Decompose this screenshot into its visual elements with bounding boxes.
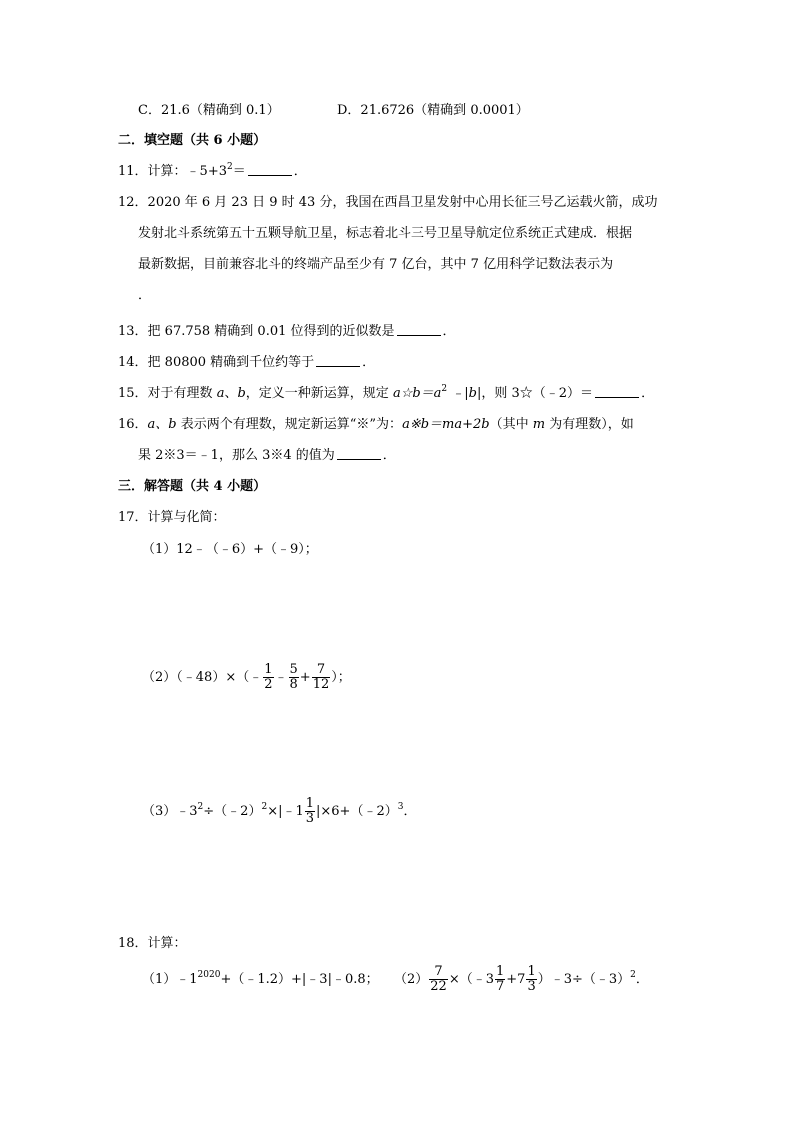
frac-numerator: 1 xyxy=(496,964,505,979)
q17-part3-mid3: |×6+（﹣2） xyxy=(316,804,398,819)
q17-part3-pre: （3）﹣3 xyxy=(142,804,198,819)
frac-denominator: 8 xyxy=(289,677,298,692)
q11-end: ． xyxy=(293,164,307,179)
q17-part2-pre: （2）（﹣48）×（﹣ xyxy=(142,670,263,685)
q18-part1-exp: 2020 xyxy=(197,970,221,980)
q14-end: ． xyxy=(362,355,376,370)
q17-part1: （1）12﹣（﹣6）+（﹣9）； xyxy=(142,542,318,557)
q16-number: 16． xyxy=(118,417,148,432)
frac-numerator: 7 xyxy=(312,663,331,678)
q16-vars: a、b xyxy=(147,417,177,432)
q16-definition: a※b＝ma+2b xyxy=(402,417,490,432)
frac-denominator: 22 xyxy=(430,979,447,994)
q14 xyxy=(118,353,375,373)
q11-text: 11．计算：﹣5+3 xyxy=(118,164,227,179)
q16-answer-blank[interactable] xyxy=(337,447,381,460)
q18-part1 xyxy=(142,962,379,998)
frac-denominator: 3 xyxy=(305,811,315,826)
q16-text: 表示两个有理数，规定新运算“※”为： xyxy=(176,417,403,432)
q17-part2-frac2 xyxy=(289,663,299,692)
q18-part2-mid2: +7 xyxy=(506,972,526,987)
q15-definition-tail: ﹣|b| xyxy=(447,386,482,401)
q17-part3-exp3: 3 xyxy=(397,802,404,812)
q16-question: 果 2※3＝﹣1，那么 3※4 的值为 xyxy=(138,448,335,463)
q17-title: 17．计算与化简： xyxy=(118,510,226,525)
q18-part1-post: +（﹣1.2）+|﹣3|﹣0.8； xyxy=(220,972,379,987)
q15-mid: ，定义一种新运算，规定 xyxy=(245,386,393,401)
q12-line2: 发射北斗系统第五十五颗导航卫星，标志着北斗三号卫星导航定位系统正式建成．根据 xyxy=(138,226,633,241)
q18-part2-mid: ×（﹣3 xyxy=(448,972,494,987)
q17-part3-exp2: 2 xyxy=(261,802,268,812)
q12-line3: 最新数据，目前兼容北斗的终端产品至少有 7 亿台，其中 7 亿用科学记数法表示为 xyxy=(138,257,614,272)
q18-part1-pre: （1）﹣1 xyxy=(142,972,198,987)
q17-part3-frac xyxy=(305,797,315,826)
q18-title: 18．计算： xyxy=(118,936,187,951)
q17-part3-mid2: ×|﹣1 xyxy=(267,804,304,819)
q11-equals: ＝ xyxy=(232,164,246,179)
q17-part2-op1: ﹣ xyxy=(274,670,288,685)
q18-part2-frac1 xyxy=(429,965,448,994)
q18-part2-exp: 2 xyxy=(630,970,636,980)
q17-part2-post: ）； xyxy=(331,670,351,685)
q17-part3-exp1: 2 xyxy=(197,802,204,812)
q16-note-close: 为有理数），如 xyxy=(545,417,634,432)
frac-denominator: 3 xyxy=(527,979,536,994)
frac-numerator: 7 xyxy=(429,965,448,980)
q18-part2-frac3 xyxy=(526,965,536,994)
q13-text: 13．把 67.758 精确到 0.01 位得到的近似数是 xyxy=(118,324,395,339)
frac-denominator: 2 xyxy=(264,677,273,692)
q17-part2-frac1 xyxy=(263,663,273,692)
q12-line4: ． xyxy=(138,288,152,303)
q17-part3-post: ． xyxy=(403,804,417,819)
q11-answer-blank[interactable] xyxy=(248,163,292,176)
frac-numerator: 1 xyxy=(305,796,315,811)
q18-part2 xyxy=(394,962,649,998)
q17-part2-frac3 xyxy=(312,663,331,692)
q13-end: ． xyxy=(442,324,456,339)
q15-definition: a☆b＝a xyxy=(392,386,442,401)
q17-part3 xyxy=(142,794,416,830)
frac-numerator: 1 xyxy=(527,964,536,979)
q15-exponent: 2 xyxy=(441,384,448,394)
q15-sep: 、 xyxy=(224,386,238,401)
q10-option-c: C．21.6（精确到 0.1） xyxy=(138,103,280,118)
q15-answer-blank[interactable] xyxy=(595,385,639,398)
frac-numerator: 5 xyxy=(289,662,298,677)
q16-end: ． xyxy=(382,448,396,463)
q15 xyxy=(118,384,654,404)
q16-note-open: （其中 xyxy=(489,417,533,432)
q14-text: 14．把 80800 精确到千位约等于 xyxy=(118,355,315,370)
q11 xyxy=(118,162,307,182)
q15-var-a: a xyxy=(216,386,225,401)
q10-option-d: D．21.6726（精确到 0.0001） xyxy=(337,103,529,118)
q18-part2-frac2 xyxy=(495,965,505,994)
q14-answer-blank[interactable] xyxy=(316,354,360,367)
q18-part2-end: ． xyxy=(635,972,649,987)
section2-title: 二．填空题（共 6 小题） xyxy=(118,133,267,148)
q16-var-m: m xyxy=(532,417,546,432)
q16-line1 xyxy=(118,415,634,435)
q18-part2-post: ）﹣3÷（﹣3） xyxy=(537,972,631,987)
q15-end: ． xyxy=(641,386,655,401)
q15-var-b: b xyxy=(237,386,246,401)
q13-answer-blank[interactable] xyxy=(397,323,441,336)
q11-exponent: 2 xyxy=(226,162,233,172)
q17-part3-mid: ÷（﹣2） xyxy=(203,804,262,819)
frac-numerator: 1 xyxy=(264,662,273,677)
frac-denominator: 12 xyxy=(312,677,330,692)
q13 xyxy=(118,322,456,342)
section3-title: 三．解答题（共 4 小题） xyxy=(118,479,267,494)
q18-part2-pre: （2） xyxy=(394,972,429,987)
q16-line2 xyxy=(138,446,396,466)
frac-denominator: 7 xyxy=(496,979,505,994)
q17-part2 xyxy=(142,660,351,696)
q17-part2-op2: + xyxy=(299,670,311,685)
q12-line1: 12．2020 年 6 月 23 日 9 时 43 分，我国在西昌卫星发射中心用长征三号乙运载火箭，成功 xyxy=(118,195,658,210)
q15-question: ，则 3☆（﹣2）＝ xyxy=(481,386,594,401)
q15-text: 15．对于有理数 xyxy=(118,386,217,401)
